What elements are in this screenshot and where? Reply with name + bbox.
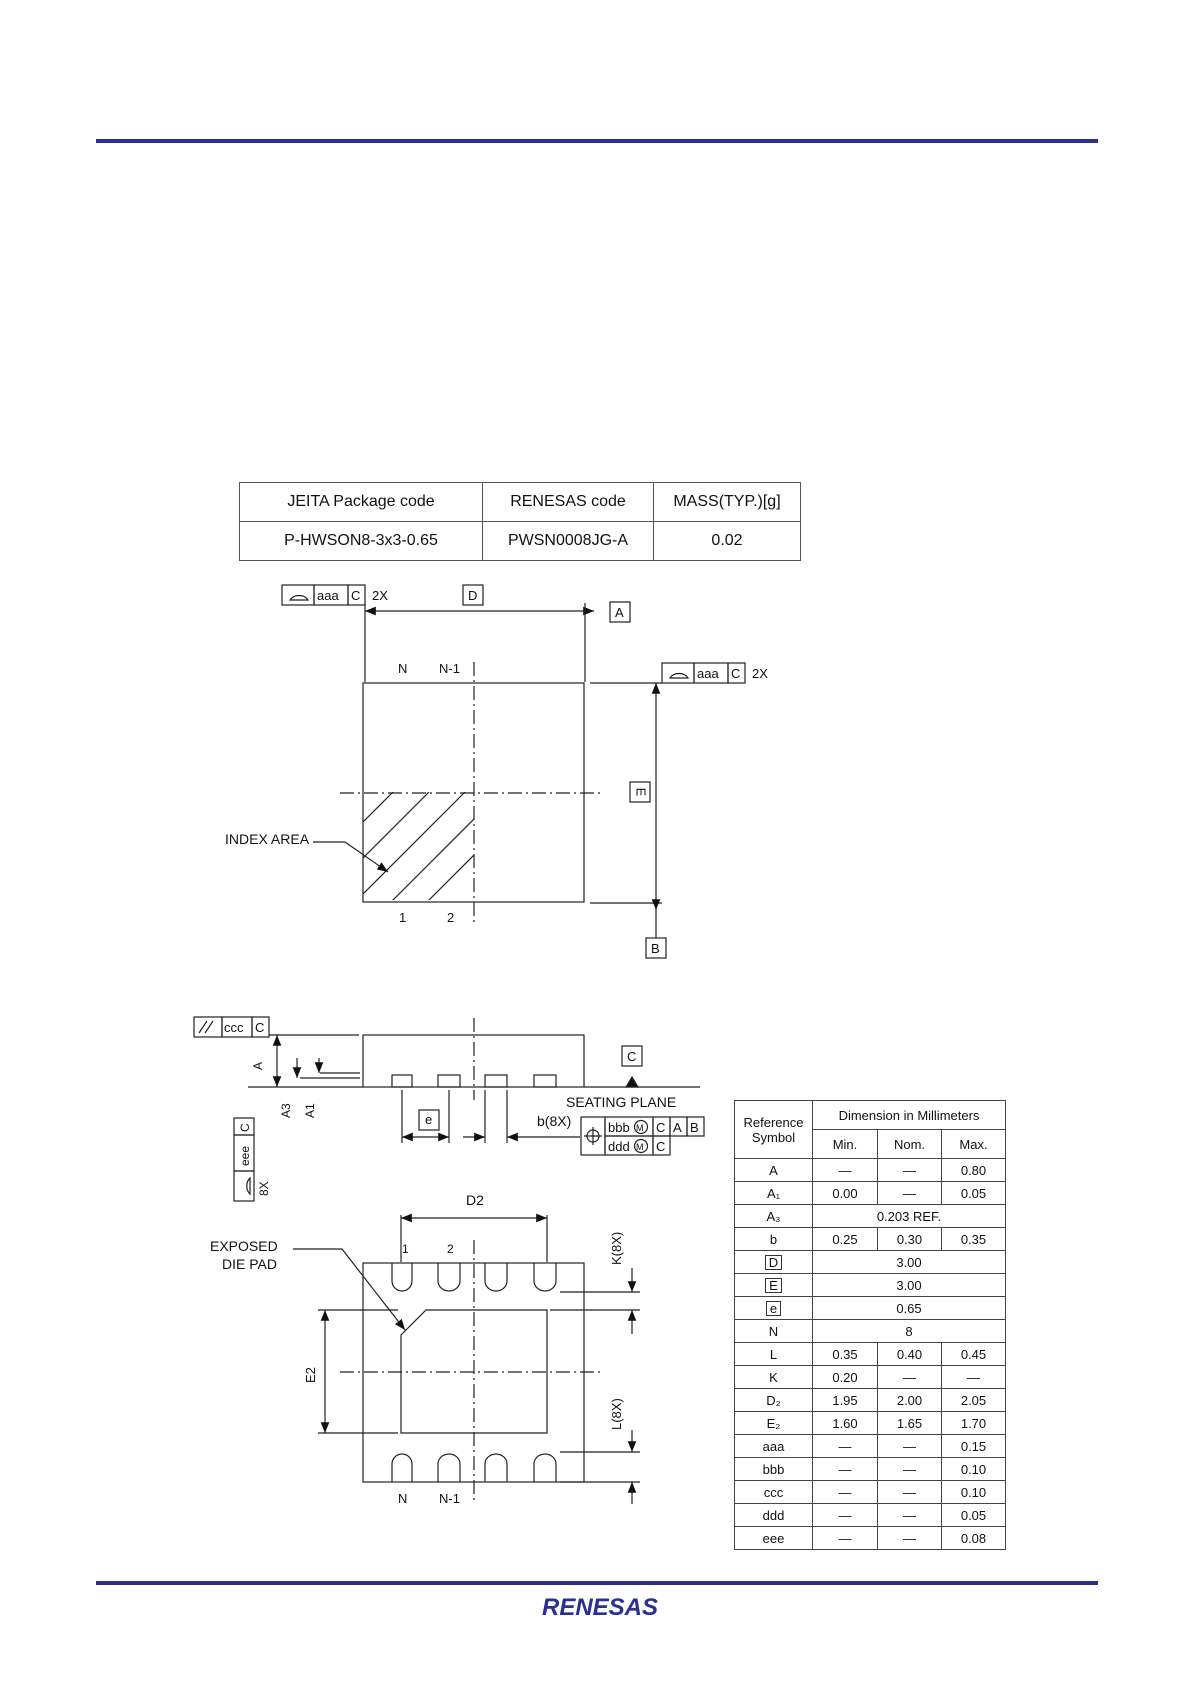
value-mass: 0.02 [654,522,801,561]
datum-b-label: B [651,941,660,956]
dim-row [735,1412,1006,1435]
pin-n1-bottom: N-1 [439,1491,460,1506]
dim-value-max: 0.10 [942,1458,1006,1481]
dim-value-nom: — [878,1182,942,1205]
dim-value-nom: — [878,1481,942,1504]
tol-ddd-c: C [656,1139,666,1154]
pin-n1-top: N-1 [439,661,460,676]
dim-row [735,1228,1006,1251]
tol-aaa-top: aaa [317,588,339,603]
dim-row [735,1159,1006,1182]
dim-row [735,1366,1006,1389]
dim-row [735,1435,1006,1458]
value-renesas-code: PWSN0008JG-A [483,522,654,561]
dim-value-max: 0.15 [942,1435,1006,1458]
dim-symbol: E₂ [735,1412,813,1435]
dimension-table [734,1100,1006,1550]
dim-value-span: 3.00 [813,1274,1006,1297]
nom-header: Nom. [878,1130,942,1159]
dim-value-span: 0.203 REF. [813,1205,1006,1228]
dimension-table-body [735,1159,1006,1550]
label-k8x: K(8X) [609,1231,624,1265]
dim-row [735,1205,1006,1228]
dim-value-max: 1.70 [942,1412,1006,1435]
dim-value-max: 0.35 [942,1228,1006,1251]
pin-1-bottom: 1 [402,1242,409,1256]
pin-2-top: 2 [447,910,455,925]
dim-symbol: ddd [735,1504,813,1527]
label-e2: E2 [303,1367,318,1383]
dim-value-min: 1.95 [813,1389,878,1412]
pin-2-bottom: 2 [447,1242,454,1256]
dim-symbol: A [735,1159,813,1182]
value-jeita: P-HWSON8-3x3-0.65 [240,522,483,561]
boxed-symbol: e [766,1301,781,1316]
renesas-logo [520,1590,680,1624]
label-b8x: b(8X) [537,1113,572,1129]
side-view [194,1017,704,1201]
tol-ccc-c: C [255,1020,265,1035]
dim-symbol: aaa [735,1435,813,1458]
header-renesas-code: RENESAS code [483,483,654,522]
dim-value-span: 8 [813,1320,1006,1343]
ref-header-line1: Reference [743,1114,804,1130]
seating-plane-label: SEATING PLANE [566,1094,677,1110]
dim-value-min: — [813,1527,878,1550]
tol-bbb-a: A [673,1120,682,1135]
dim-symbol: N [735,1320,813,1343]
ref-symbol-header [735,1101,813,1159]
label-l8x: L(8X) [609,1398,624,1430]
exposed-label-1: EXPOSED [210,1238,278,1254]
datum-c-label: C [627,1049,637,1064]
tol-bbb-c: C [656,1120,666,1135]
label-a1: A1 [303,1103,317,1118]
dim-value-max: 0.45 [942,1343,1006,1366]
svg-text:M: M [636,1142,644,1152]
boxed-symbol: E [765,1278,782,1293]
dim-value-nom: 2.00 [878,1389,942,1412]
dim-value-nom: — [878,1366,942,1389]
dim-value-max: — [942,1366,1006,1389]
dim-value-nom: 0.40 [878,1343,942,1366]
bottom-view [210,1192,640,1506]
svg-text:M: M [636,1123,644,1133]
dim-symbol [735,1274,813,1297]
exposed-label-2: DIE PAD [222,1256,277,1272]
index-area-label: INDEX AREA [225,831,310,847]
dim-value-min: 1.60 [813,1412,878,1435]
label-a3: A3 [279,1103,293,1118]
tol-2x-top: 2X [372,588,388,603]
tol-eee: eee [238,1145,252,1166]
dim-value-max: 0.08 [942,1527,1006,1550]
dim-symbol: eee [735,1527,813,1550]
tol-c-top: C [351,588,361,603]
dim-row [735,1274,1006,1297]
label-a: A [251,1061,265,1070]
dim-value-min: — [813,1458,878,1481]
dim-symbol: A₃ [735,1205,813,1228]
dim-row [735,1389,1006,1412]
dim-symbol: L [735,1343,813,1366]
dim-value-span: 3.00 [813,1251,1006,1274]
pin-1-top: 1 [399,910,407,925]
min-header: Min. [813,1130,878,1159]
max-header: Max. [942,1130,1006,1159]
dim-value-max: 2.05 [942,1389,1006,1412]
dim-value-min: 0.25 [813,1228,878,1251]
dim-row [735,1297,1006,1320]
tol-ccc: ccc [224,1020,244,1035]
dim-value-max: 0.05 [942,1182,1006,1205]
dim-value-min: 0.35 [813,1343,878,1366]
ref-header-line2: Symbol [751,1129,796,1145]
tol-c-right: C [731,666,741,681]
datum-d-label: D [468,588,478,603]
dimension-header: Dimension in Millimeters [813,1101,1006,1130]
dim-row [735,1458,1006,1481]
tol-8x: 8X [257,1181,271,1196]
dim-value-min: — [813,1159,878,1182]
dim-symbol: b [735,1228,813,1251]
dim-value-min: 0.20 [813,1366,878,1389]
label-d2: D2 [466,1192,484,1208]
index-area-hatch [363,792,537,906]
dim-value-nom: 1.65 [878,1412,942,1435]
dim-value-max: 0.10 [942,1481,1006,1504]
dim-value-max: 0.80 [942,1159,1006,1182]
datum-e-label: E [633,787,649,797]
dim-value-nom: — [878,1527,942,1550]
tol-aaa-right: aaa [697,666,719,681]
dim-symbol: D₂ [735,1389,813,1412]
tol-bbb: bbb [608,1120,630,1135]
datum-a-label: A [615,605,624,620]
dim-value-nom: — [878,1458,942,1481]
top-view [225,585,768,958]
header-jeita: JEITA Package code [240,483,483,522]
pitch-e-label: e [425,1112,433,1127]
dim-symbol: K [735,1366,813,1389]
dim-value-max: 0.05 [942,1504,1006,1527]
svg-text:RENESAS: RENESAS [541,1594,659,1621]
dim-symbol: ccc [735,1481,813,1504]
tol-ddd: ddd [608,1139,630,1154]
dim-value-min: — [813,1435,878,1458]
dim-value-min: — [813,1504,878,1527]
dim-row [735,1504,1006,1527]
dim-row [735,1343,1006,1366]
dim-row [735,1320,1006,1343]
dim-row [735,1527,1006,1550]
dim-value-min: — [813,1481,878,1504]
dim-value-span: 0.65 [813,1297,1006,1320]
boxed-symbol: D [765,1255,782,1270]
pin-n-bottom: N [398,1491,408,1506]
dim-value-nom: — [878,1504,942,1527]
dim-symbol [735,1251,813,1274]
tol-2x-right: 2X [752,666,768,681]
dim-row [735,1182,1006,1205]
dim-row [735,1251,1006,1274]
pin-n-top: N [398,661,408,676]
dim-symbol [735,1297,813,1320]
dim-value-min: 0.00 [813,1182,878,1205]
dim-row [735,1481,1006,1504]
header-mass: MASS(TYP.)[g] [654,483,801,522]
tol-bbb-b: B [690,1120,699,1135]
dim-symbol: A₁ [735,1182,813,1205]
dim-symbol: bbb [735,1458,813,1481]
dim-value-nom: 0.30 [878,1228,942,1251]
dim-value-nom: — [878,1159,942,1182]
dim-value-nom: — [878,1435,942,1458]
tol-eee-c: C [238,1123,252,1132]
